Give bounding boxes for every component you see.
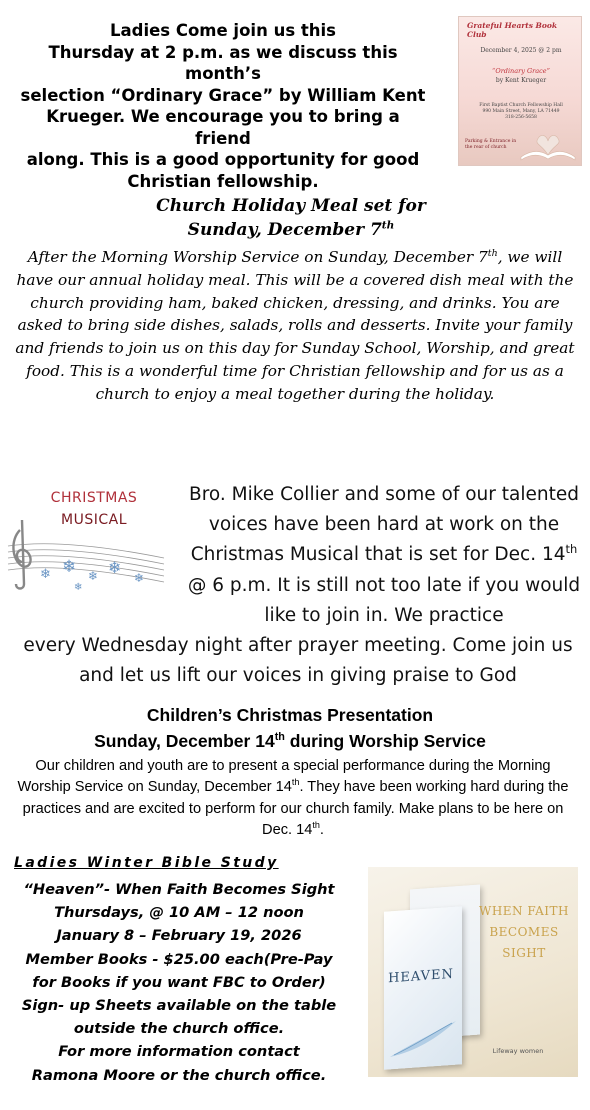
holiday-meal-title-line-1: Church Holiday Meal set for bbox=[156, 196, 426, 216]
childrens-title-line-1: Children’s Christmas Presentation bbox=[146, 705, 434, 725]
flyer-selection: “Ordinary Grace” bbox=[492, 67, 550, 75]
feather-icon bbox=[386, 1017, 460, 1061]
childrens-date: Sunday, December 14 bbox=[94, 731, 275, 751]
ordinal-suffix: th bbox=[381, 219, 395, 232]
bible-study-line: outside the church office. bbox=[73, 1020, 285, 1038]
holiday-meal-date: Sunday, December 7 bbox=[187, 220, 382, 240]
ordinal-suffix: th bbox=[487, 247, 498, 259]
heaven-book-image bbox=[368, 867, 578, 1077]
flyer-date: December 4, 2025 @ 2 pm bbox=[480, 47, 562, 54]
ordinal-suffix: th bbox=[291, 777, 300, 788]
book-club-line: Ladies Come join us this bbox=[109, 21, 336, 40]
ordinal-suffix: th bbox=[565, 542, 578, 557]
bible-study-details bbox=[4, 878, 354, 1087]
childrens-presentation-body bbox=[8, 756, 578, 842]
book-club-line: Christian fellowship. bbox=[127, 171, 319, 191]
musical-text: @ 6 p.m. It is still not too late if you would like to join in. We practice bbox=[187, 574, 581, 626]
flyer-phone: 318-256-5658 bbox=[505, 115, 537, 120]
bible-study-line: Thursdays, @ 10 AM – 12 noon bbox=[54, 904, 304, 922]
publisher-logo: Lifeway women bbox=[492, 1047, 544, 1055]
flyer-title: Grateful Hearts Book Club bbox=[467, 21, 558, 39]
svg-text:❄: ❄ bbox=[88, 569, 99, 583]
holiday-meal-body bbox=[10, 246, 580, 406]
svg-text:❄: ❄ bbox=[74, 582, 83, 593]
holiday-meal-text: , we will have our annual holiday meal. This will be a covered dish meal with the church providing ham, baked chicken, dressing, and drinks. You are asked to bring side dishes, salads, rolls and desserts. Invite your family and friends to join us on this day for Sunday School, Worship, and great food. This is a wonderful time for Christian fellowship and for us as a church to enjoy a meal together during the holiday. bbox=[15, 248, 575, 403]
bible-study-line: “Heaven”- When Faith Becomes Sight bbox=[23, 881, 335, 898]
bible-study-line: Member Books - $25.00 each(Pre-Pay bbox=[25, 950, 333, 968]
flyer-address-1: First Baptist Church Fellowship Hall bbox=[479, 103, 563, 108]
holiday-meal-heading bbox=[0, 194, 582, 242]
book-title: HEAVEN bbox=[388, 966, 454, 987]
book-club-announcement bbox=[18, 20, 428, 192]
book-club-flyer-image bbox=[458, 16, 582, 166]
bible-study-heading: Ladies Winter Bible Study bbox=[14, 855, 279, 871]
childrens-title-line-2 bbox=[0, 728, 580, 754]
childrens-text: Our children and youth are to present a special performance during the Morning Worship Service on Sunday, December 14 bbox=[17, 758, 551, 796]
childrens-title-tail: during Worship Service bbox=[284, 731, 486, 751]
bible-study-line: Sign- up Sheets available on the table bbox=[21, 997, 337, 1015]
flyer-address-2: 990 Main Street, Many, LA 71449 bbox=[482, 109, 560, 114]
flyer-parking-1: Parking & Entrance in bbox=[465, 139, 517, 144]
christmas-musical-text bbox=[8, 480, 588, 691]
childrens-text: . bbox=[319, 822, 324, 839]
holiday-meal-text: After the Morning Worship Service on Sunday, December 7 bbox=[27, 248, 488, 266]
childrens-presentation-heading bbox=[0, 702, 580, 754]
book-tagline-line-2: BECOMES SIGHT bbox=[489, 925, 559, 960]
bible-study-line: January 8 – February 19, 2026 bbox=[56, 927, 302, 945]
flyer-parking-2: the rear of church bbox=[465, 145, 507, 150]
bible-study-line: For more information contact bbox=[58, 1043, 300, 1061]
open-book-heart-icon bbox=[519, 129, 577, 161]
childrens-text: . They have been working hard during the practices and are excited to perform for our church family. Make plans to be here on Dec. 14 bbox=[22, 779, 569, 839]
musical-graphic-line-1: CHRISTMAS bbox=[50, 490, 138, 506]
ordinal-suffix: th bbox=[312, 820, 320, 831]
book-club-line: Krueger. We encourage you to bring a friend bbox=[46, 107, 400, 148]
musical-text-tail: every Wednesday night after prayer meeting. Come join us and let us lift our voices in giving praise to God bbox=[23, 635, 573, 687]
svg-text:❄: ❄ bbox=[134, 571, 145, 585]
holiday-meal-title-line-2 bbox=[0, 218, 582, 242]
bible-study-line: Ramona Moore or the church office. bbox=[31, 1066, 327, 1084]
book-club-line: along. This is a good opportunity for good bbox=[26, 150, 420, 169]
svg-text:❄: ❄ bbox=[108, 558, 122, 577]
musical-graphic-line-2: MUSICAL bbox=[61, 512, 127, 528]
flyer-author: by Kent Krueger bbox=[495, 77, 547, 84]
svg-text:❄: ❄ bbox=[62, 557, 77, 577]
musical-text: Bro. Mike Collier and some of our talented voices have been hard at work on the Christmas Musical that is set for Dec. 14 bbox=[189, 484, 579, 566]
ordinal-suffix: th bbox=[274, 731, 285, 744]
svg-text:❄: ❄ bbox=[40, 567, 51, 582]
book-club-line: Thursday at 2 p.m. as we discuss this month’s bbox=[48, 42, 398, 83]
bible-study-line: for Books if you want FBC to Order) bbox=[32, 973, 326, 991]
book-tagline bbox=[472, 901, 576, 964]
book-tagline-line-1: WHEN FAITH bbox=[478, 904, 570, 918]
book-club-line: selection “Ordinary Grace” by William Kent bbox=[20, 85, 426, 105]
